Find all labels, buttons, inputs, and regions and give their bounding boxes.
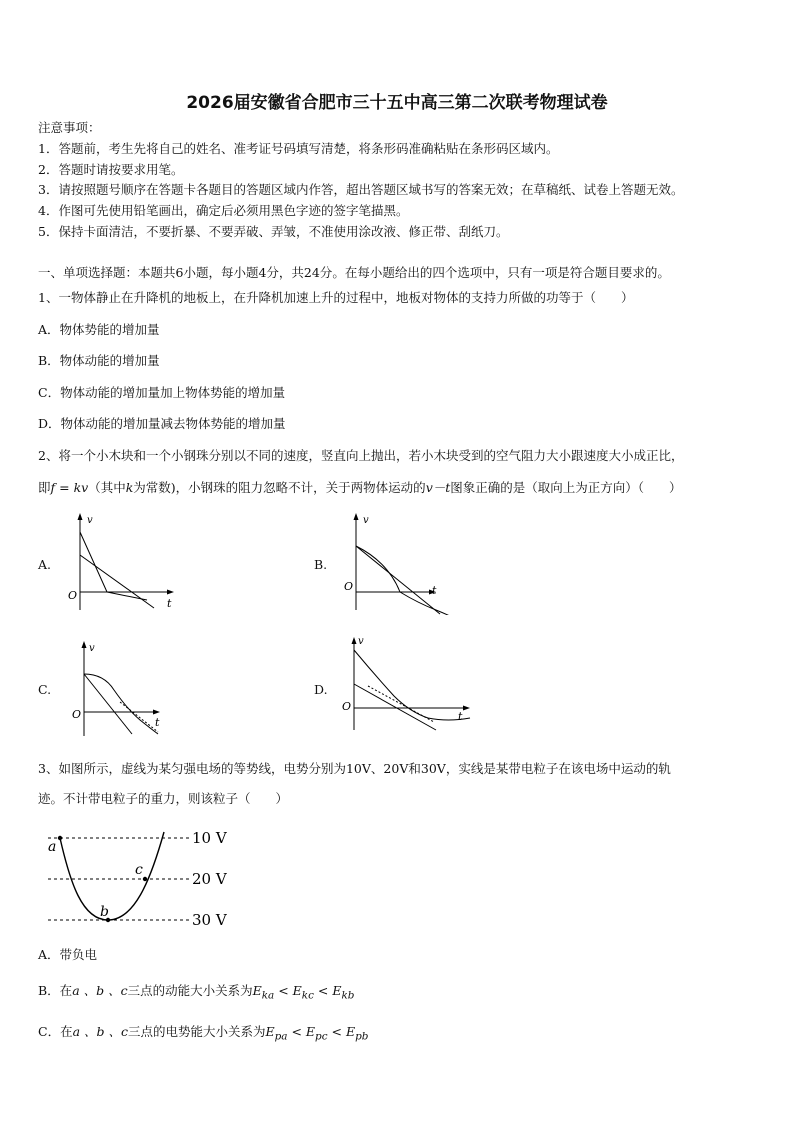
- question-2-line-2: [38, 480, 682, 496]
- dashed-tangent: [120, 702, 158, 732]
- q2-text: 为常数)，小钢珠的阻力忽略不计，关于两物体运动的: [133, 480, 426, 495]
- label-b: b: [100, 904, 109, 920]
- v-axis-arrow: [82, 641, 87, 648]
- question-2-line-1: 2、将一个小木块和一个小钢珠分别以不同的速度，竖直向上抛出，若小木块受到的空气阻力大小跟速度大小成正比，: [38, 448, 684, 463]
- notice-item: 3．请按照题号顺序在答题卡各题目的答题区域内作答，超出答题区域书写的答案无效；在草稿纸、试卷上答题无效。: [38, 182, 684, 197]
- point-a: [58, 836, 62, 840]
- q3b-text: B．在: [38, 983, 73, 998]
- label-10v: 10 V: [192, 829, 227, 847]
- label-a: a: [48, 839, 57, 855]
- q2-option-label-c: C.: [38, 682, 52, 697]
- q3b-text: 三点的动能大小关系为: [127, 983, 253, 998]
- origin-label: O: [344, 580, 354, 593]
- t-axis-arrow: [153, 710, 160, 715]
- graph-d: [338, 634, 478, 734]
- line-steel: [356, 546, 440, 614]
- q3c-text: 三点的电势能大小关系为: [127, 1024, 266, 1039]
- question-3-line-2: 迹。不计带电粒子的重力，则该粒子（ ）: [38, 791, 289, 806]
- symbol-k: k: [125, 480, 134, 495]
- curve-wood: [356, 546, 454, 615]
- curve-wood: [84, 674, 158, 734]
- v-label: v: [89, 643, 95, 654]
- label-20v: 20 V: [192, 870, 227, 888]
- v-axis-arrow: [78, 513, 83, 520]
- notice-heading: 注意事项：: [38, 120, 101, 135]
- graph-b: [338, 510, 458, 615]
- notice-item: 1．答题前，考生先将自己的姓名、准考证号码填写清楚，将条形码准确粘贴在条形码区域内。: [38, 141, 559, 156]
- field-diagram: [40, 822, 240, 934]
- question-1-option-d: D．物体动能的增加量减去物体势能的增加量: [38, 416, 286, 431]
- section-heading: 一、单项选择题：本题共6小题，每小题4分，共24分。在每小题给出的四个选项中，只有一项是符合题目要求的。: [38, 265, 670, 280]
- t-label: t: [432, 584, 437, 597]
- line-steel: [80, 555, 154, 608]
- question-3-option-a: A．带负电: [38, 947, 98, 962]
- question-3-option-c: [38, 1024, 368, 1045]
- q3-text: ，实线是某带电粒子在该电场中运动的轨: [445, 761, 671, 776]
- potential-energy-relation: $E_{pa} < E_{pc} < E_{pb}$: [265, 1024, 369, 1043]
- q3-text: 、: [370, 761, 384, 776]
- point-c: [143, 877, 147, 881]
- question-1-option-b: B．物体动能的增加量: [38, 353, 160, 368]
- t-label: t: [155, 716, 160, 729]
- t-axis-arrow: [463, 706, 470, 711]
- graph-a: [62, 510, 182, 615]
- kinetic-relation: $E_{ka} < E_{kc} < E_{kb}$: [252, 983, 355, 1002]
- origin-label: O: [72, 708, 82, 721]
- t-label: t: [458, 710, 463, 723]
- curve-wood: [80, 532, 107, 592]
- formula-vt: v－t: [425, 480, 451, 495]
- formula-f: f = kv: [50, 480, 89, 495]
- notice-item: 2．答题时请按要求用笔。: [38, 162, 184, 177]
- q2-option-label-a: A.: [38, 557, 52, 572]
- trajectory: [60, 832, 164, 920]
- page-title: 2026届安徽省合肥市三十五中高三第二次联考物理试卷: [186, 93, 608, 113]
- points-abc: a 、b 、c: [72, 1024, 128, 1039]
- question-3-option-b: [38, 983, 354, 1004]
- question-1-stem: 1、一物体静止在升降机的地板上，在升降机加速上升的过程中，地板对物体的支持力所做的功等于（ ）: [38, 290, 634, 305]
- label-30v: 30 V: [192, 911, 227, 929]
- v-axis-arrow: [352, 637, 357, 644]
- v-label: v: [87, 515, 93, 526]
- q3c-text: C．在: [38, 1024, 73, 1039]
- question-1-option-a: A．物体势能的增加量: [38, 322, 160, 337]
- v-label: v: [358, 636, 364, 647]
- q2-option-label-d: D.: [314, 682, 328, 697]
- potential-10v: 10V: [345, 761, 371, 776]
- t-axis-arrow: [167, 590, 174, 595]
- q2-text: 图象正确的是（取向上为正方向）（ ）: [450, 480, 682, 495]
- graph-c: [62, 638, 182, 738]
- q2-text: （其中: [88, 480, 126, 495]
- notice-item: 5．保持卡面清洁，不要折暴、不要弄破、弄皱，不准使用涂改液、修正带、刮纸刀。: [38, 224, 509, 239]
- question-1-option-c: C．物体动能的增加量加上物体势能的增加量: [38, 385, 286, 400]
- t-label: t: [167, 597, 172, 610]
- points-abc: a 、b 、c: [72, 983, 128, 998]
- q3-text: 和: [408, 761, 421, 776]
- potential-20v: 20V: [383, 761, 409, 776]
- q2-option-label-b: B.: [314, 557, 328, 572]
- question-3-line-1: [38, 761, 671, 777]
- q3-text: 3、如图所示，虚线为某匀强电场的等势线，电势分别为: [38, 761, 346, 776]
- line-steel: [354, 684, 436, 730]
- q2-text: 即: [38, 480, 51, 495]
- potential-30v: 30V: [420, 761, 446, 776]
- v-axis-arrow: [354, 513, 359, 520]
- label-c: c: [135, 862, 143, 878]
- origin-label: O: [68, 589, 78, 602]
- origin-label: O: [342, 700, 352, 713]
- v-label: v: [363, 515, 369, 526]
- notice-item: 4．作图可先使用铅笔画出，确定后必须用黑色字迹的签字笔描黑。: [38, 203, 409, 218]
